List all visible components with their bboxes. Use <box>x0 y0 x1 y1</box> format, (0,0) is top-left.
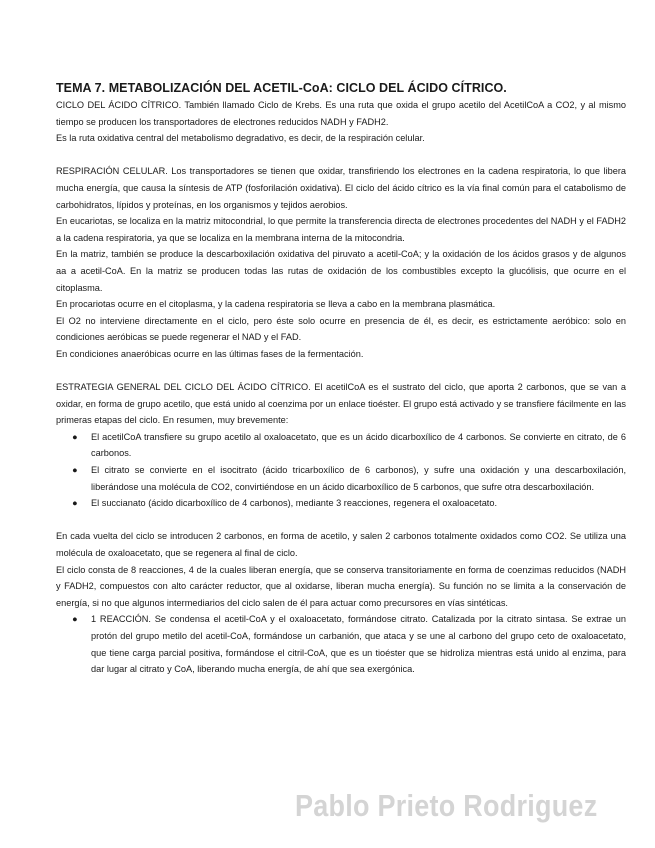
list-item <box>56 429 626 462</box>
estrategia-paragraph: ESTRATEGIA GENERAL DEL CICLO DEL ÁCIDO CÍTRICO. El acetilCoA es el sustrato del ciclo, que aporta 2 carbonos, que se van a oxidar, en forma de grupo acetilo, que está unido al coenzima por un enlace tioéster. El grupo está activado y se transfiere fácilmente en las primeras etapas del ciclo. En resumen, muy brevemente: <box>56 382 626 426</box>
estrategia-bullet-list <box>56 429 626 512</box>
bullet-icon: ● <box>72 498 78 509</box>
ciclo-paragraph: El ciclo consta de 8 reacciones, 4 de la cuales liberan energía, que se conserva transitoriamente en forma de coenzimas reducidos (NADH y FADH2, compuestos con alto carácter reductor, que al oxidarse, liberan mucha energía). Su función no se limita a la conservación de energía, si no que algunos intermediarios del ciclo salen de él para actuar como precursores en vías sintéticas. <box>56 564 626 608</box>
bullet-icon: ● <box>72 614 78 625</box>
author-watermark: Pablo Prieto Rodriguez <box>295 788 598 823</box>
respiracion-paragraph: En eucariotas, se localiza en la matriz mitocondrial, lo que permite la transferencia directa de electrones procedentes del NADH y el FADH2 a la cadena respiratoria, ya que se localiza en la membrana interna de la mitocondria. <box>56 216 626 243</box>
respiracion-paragraph: En procariotas ocurre en el citoplasma, y la cadena respiratoria se lleva a cabo en la membrana plasmática. <box>56 299 496 310</box>
list-item-text: El succianato (ácido dicarboxílico de 4 carbonos), mediante 3 reacciones, regenera el oxaloacetato. <box>91 498 498 509</box>
list-item <box>56 462 626 495</box>
bullet-icon: ● <box>72 431 78 442</box>
reacciones-bullet-list <box>56 611 626 677</box>
document-page <box>56 80 626 678</box>
respiracion-paragraph: El O2 no interviene directamente en el ciclo, pero éste solo ocurre en presencia de él, es decir, es estrictamente aeróbico: solo en condiciones aeróbicas se puede regenerar el NAD y el FAD. <box>56 315 626 343</box>
ciclo-paragraph: En cada vuelta del ciclo se introducen 2 carbonos, en forma de acetilo, y salen 2 carbonos totalmente oxidados como CO2. Se utiliza una molécula de oxaloacetato, que se regenera al final de ciclo. <box>56 531 626 559</box>
respiracion-paragraph: RESPIRACIÓN CELULAR. Los transportadores se tienen que oxidar, transfiriendo los electrones en la cadena respiratoria, lo que libera mucha energía, que causa la síntesis de ATP (fosforilación oxidativa). El ciclo del ácido cítrico es la vía final común para el catabolismo de carbohidratos, lípidos y proteínas, en los organismos y tejidos aerobios. <box>56 166 626 210</box>
section-gap <box>56 363 626 380</box>
list-item-text: El citrato se convierte en el isocitrato (ácido tricarboxílico de 6 carbonos), y sufre una oxidación y una descarboxilación, liberándose una molécula de CO2, convirtiéndose en un ácido dicarboxílico de 5 carbonos, que sufre otra descarboxilación. <box>91 465 626 492</box>
page-title: TEMA 7. METABOLIZACIÓN DEL ACETIL-CoA: CICLO DEL ÁCIDO CÍTRICO. <box>56 81 507 95</box>
list-item <box>56 495 626 512</box>
list-item-text: 1 REACCIÓN. Se condensa el acetil-CoA y el oxaloacetato, formándose citrato. Catalizada por la citrato sintasa. Se extrae un protón del grupo metilo del acetil-CoA, formándose un carbanión, que ataca y se une al carbono del grupo ceto de oxaloacetato, que tiene carga parcial positiva, formándose el citril-CoA, que es un tioéster que se hidroliza mientras está unido al enzima, para dar lugar al citrato y CoA, liberando mucha energía, de ahí que sea exergónica. <box>91 614 626 675</box>
respiracion-paragraph: En condiciones anaeróbicas ocurre en las últimas fases de la fermentación. <box>56 348 364 359</box>
intro-paragraph: Es la ruta oxidativa central del metabolismo degradativo, es decir, de la respiración celular. <box>56 133 425 144</box>
list-item <box>56 611 626 677</box>
intro-paragraph: CICLO DEL ÁCIDO CÍTRICO. También llamado Ciclo de Krebs. Es una ruta que oxida el grupo acetilo del AcetilCoA a CO2, y al mismo tiempo se producen los transportadores de electrones reducidos NADH y FADH2. <box>56 100 626 127</box>
bullet-icon: ● <box>72 465 78 476</box>
list-item-text: El acetilCoA transfiere su grupo acetilo al oxaloacetato, que es un ácido dicarboxílico de 4 carbonos. Se convierte en citrato, de 6 carbonos. <box>91 431 626 459</box>
respiracion-paragraph: En la matriz, también se produce la descarboxilación oxidativa del piruvato a acetil-CoA; y la oxidación de los ácidos grasos y de algunos aa a acetil-CoA. En la matriz se producen todas las rutas de oxidación de los combustibles excepto la glucólisis, que ocurre en el citoplasma. <box>56 249 626 293</box>
section-gap <box>56 512 626 529</box>
section-gap <box>56 147 626 164</box>
